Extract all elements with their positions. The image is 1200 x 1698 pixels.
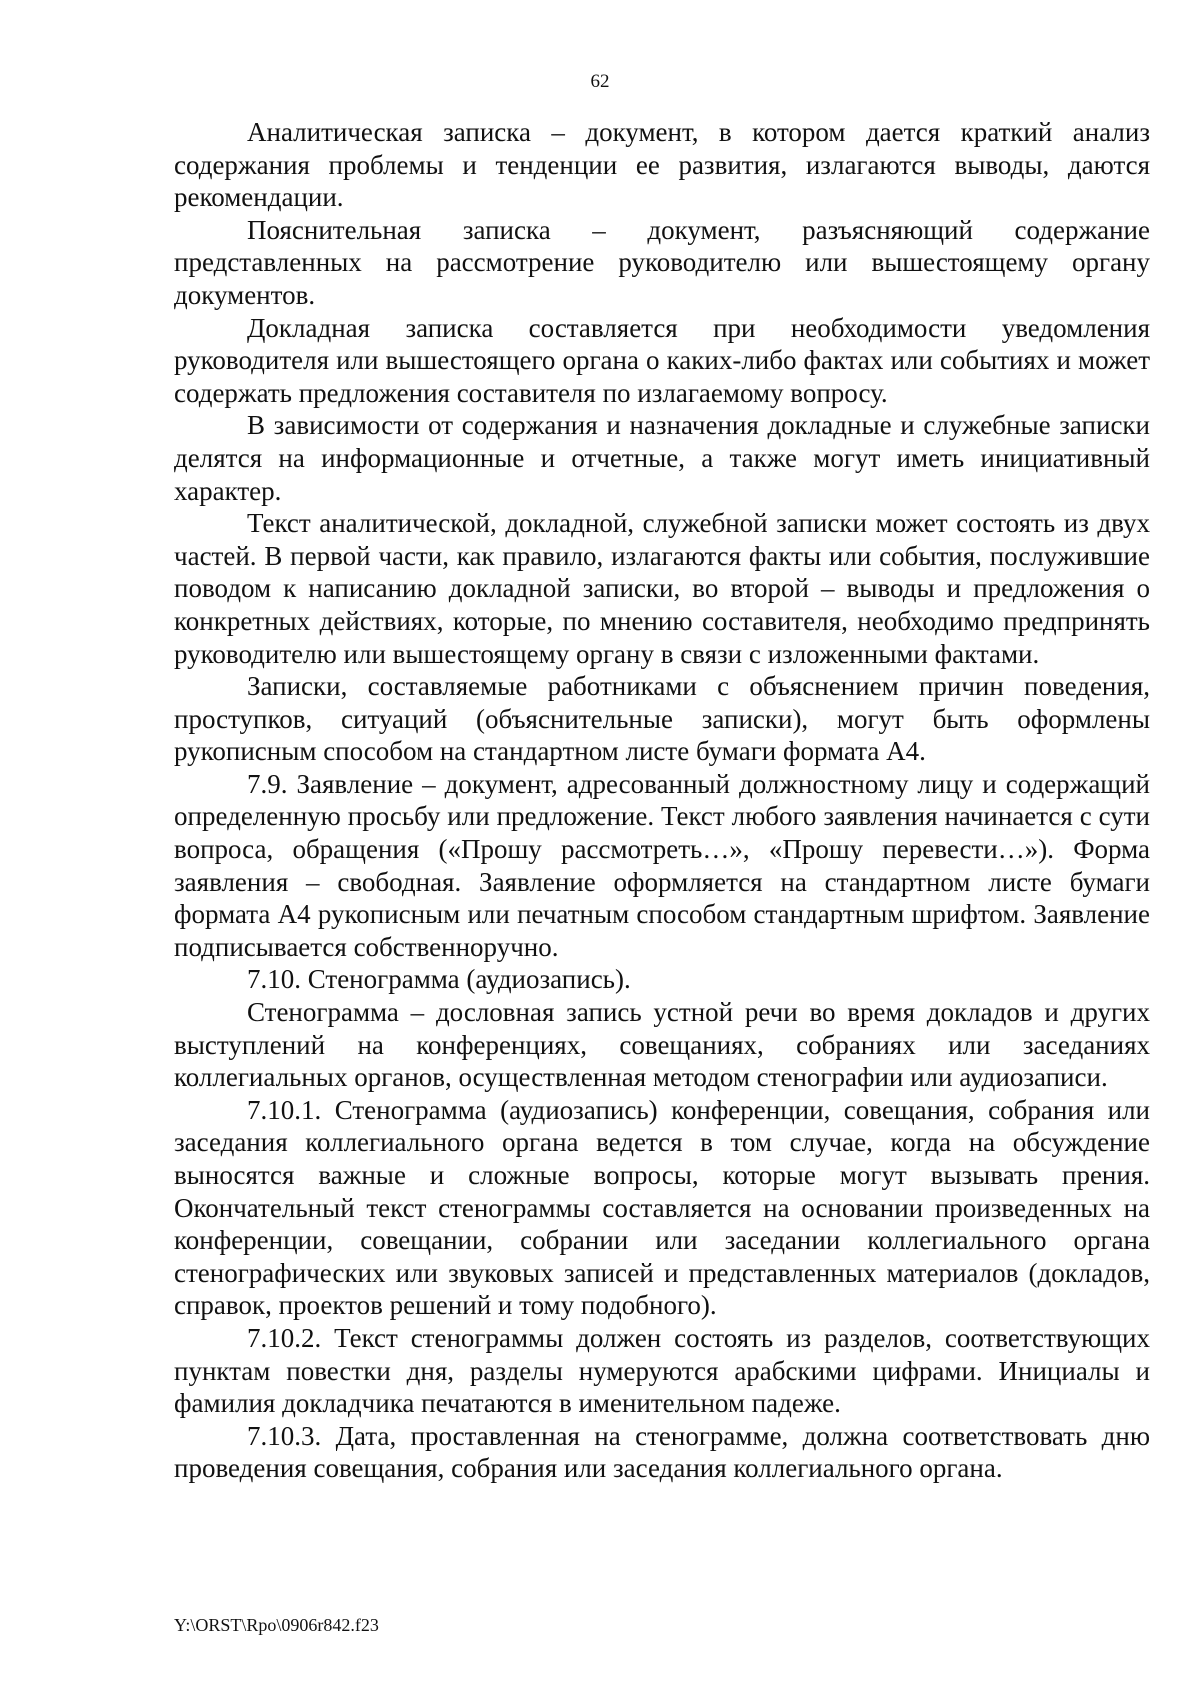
heading-section-7-10: 7.10. Стенограмма (аудиозапись). — [247, 964, 631, 995]
paragraph-section-7-9: 7.9. Заявление – документ, адресованный должностному лицу и содержащий определенную просьбу или предложение. Текст любого заявления начинается с сути вопроса, обращения («Прошу рассмотреть…», «Прошу перевести…»). Форма заявления – свободная. Заявление оформляется на стандартном листе бумаги формата А4 рукописным или печатным способом стандартным шрифтом. Заявление подписывается собственноручно. — [174, 768, 1150, 962]
paragraph-analytical-note: Аналитическая записка – документ, в котором дается краткий анализ содержания проблемы и тенденции ее развития, излагаются выводы, даются рекомендации. — [174, 117, 1150, 213]
paragraph-explanatory-handwritten: Записки, составляемые работниками с объяснением причин поведения, проступков, ситуаций (объяснительные записки), могут быть оформлены рукописным способом на стандартном листе бумаги формата А4. — [174, 671, 1150, 767]
paragraph-note-structure: Текст аналитической, докладной, служебной записки может состоять из двух частей. В первой части, как правило, излагаются факты или события, послужившие поводом к написанию докладной записки, во второй – выводы и предложения о конкретных действиях, которые, по мнению составителя, необходимо предпринять руководителю или вышестоящему органу в связи с изложенными фактами. — [174, 508, 1150, 669]
paragraph-stenogram-definition: Стенограмма – дословная запись устной речи во время докладов и других выступлений на конференциях, совещаниях, собраниях или заседаниях коллегиальных органов, осуществленная методом стенографии или аудиозаписи. — [174, 997, 1150, 1093]
footer-file-path: Y:\ORST\Rpo\0906r842.f23 — [174, 1615, 379, 1635]
paragraph-report-note: Докладная записка составляется при необходимости уведомления руководителя или вышестоящего органа о каких-либо фактах или событиях и может содержать предложения составителя по излагаемому вопросу. — [174, 312, 1150, 408]
paragraph-section-7-10-3: 7.10.3. Дата, проставленная на стенограмме, должна соответствовать дню проведения совещания, собрания или заседания коллегиального органа. — [174, 1420, 1150, 1484]
paragraph-section-7-10-2: 7.10.2. Текст стенограммы должен состоять из разделов, соответствующих пунктам повестки дня, разделы нумеруются арабскими цифрами. Инициалы и фамилия докладчика печатаются в именительном падеже. — [174, 1322, 1150, 1419]
page-number: 62 — [590, 71, 610, 92]
document-body — [174, 116, 1150, 1485]
paragraph-section-7-10-1: 7.10.1. Стенограмма (аудиозапись) конференции, совещания, собрания или заседания коллегиального органа ведется в том случае, когда на обсуждение выносятся важные и сложные вопросы, которые могут вызывать прения. Окончательный текст стенограммы составляется на основании произведенных на конференции, совещании, собрании или заседании коллегиального органа стенографических или звуковых записей и представленных материалов (докладов, справок, проектов решений и тому подобного). — [174, 1094, 1150, 1321]
paragraph-note-types: В зависимости от содержания и назначения докладные и служебные записки делятся на информационные и отчетные, а также могут иметь инициативный характер. — [174, 410, 1150, 506]
paragraph-explanatory-note: Пояснительная записка – документ, разъясняющий содержание представленных на рассмотрение руководителю или вышестоящему органу документов. — [174, 214, 1150, 310]
